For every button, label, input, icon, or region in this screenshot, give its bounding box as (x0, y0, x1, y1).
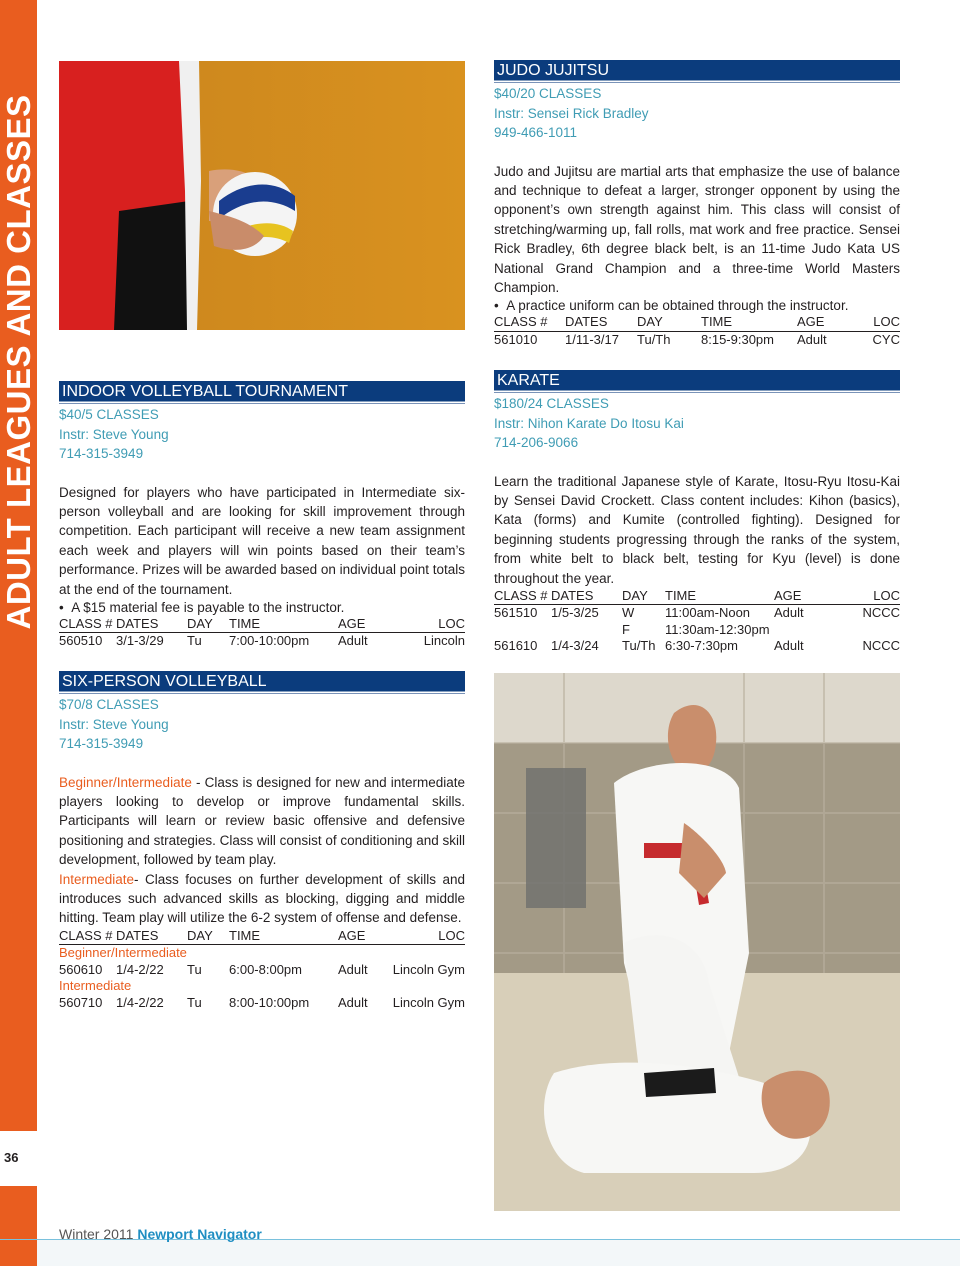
group-row (59, 978, 465, 995)
table-row (59, 633, 465, 650)
tournament-instructor: Instr: Steve Young (59, 426, 169, 442)
footer-publication: Newport Navigator (137, 1226, 262, 1242)
cell-day: Tu/Th (622, 638, 656, 654)
cell-age: Adult (774, 605, 804, 621)
col-day: DAY (622, 588, 665, 605)
col-class: CLASS # (59, 928, 116, 945)
group-label-beginner: Beginner/Intermediate (59, 945, 187, 961)
tournament-bullet-text: A $15 material fee is payable to the instructor. (71, 599, 345, 615)
cell-class: 561510 (494, 605, 538, 621)
six-person-phone: 714-315-3949 (59, 736, 144, 751)
col-time: TIME (229, 928, 338, 945)
cell-loc: Lincoln Gym (392, 994, 465, 1010)
karate-schedule (494, 588, 900, 655)
six-person-schedule (59, 928, 465, 1012)
footer-issue: Winter 2011 (59, 1226, 134, 1242)
karate-description: Learn the traditional Japanese style of Karate, Itosu-Ryu Itosu-Kai by Sensei David Crockett. Class content includes: Kihon (basics), Kata (forms) and Kumite (controlled fighting). Designed for beginning students progressing through the ranks of the system, from white belt to black belt, testing for Kyu (level) is done throughout the year. (494, 473, 900, 586)
col-dates: DATES (551, 588, 622, 605)
karate-price: $180/24 CLASSES (494, 396, 609, 411)
col-age: AGE (338, 616, 408, 633)
table-row (59, 962, 465, 979)
tournament-schedule (59, 616, 465, 650)
footer (59, 1226, 262, 1242)
col-age: AGE (774, 588, 854, 605)
cell-time: 8:15-9:30pm (701, 331, 774, 347)
cell-loc: CYC (872, 331, 900, 347)
cell-class: 560510 (59, 633, 103, 649)
cell-day: F (622, 621, 630, 637)
cell-loc: Lincoln (423, 633, 465, 649)
cell-class: 560710 (59, 994, 103, 1010)
schedule-header (59, 616, 465, 633)
col-dates: DATES (565, 314, 637, 331)
col-loc: LOC (854, 588, 900, 605)
cell-loc (854, 622, 900, 639)
level-label-beginner: Beginner/Intermediate (59, 774, 192, 790)
cell-age: Adult (774, 638, 804, 654)
cell-class: 561010 (494, 331, 538, 347)
tournament-price: $40/5 CLASSES (59, 407, 159, 422)
col-class: CLASS # (59, 616, 116, 633)
cell-time: 11:30am-12:30pm (665, 621, 770, 637)
cell-dates (551, 622, 622, 639)
group-label-intermediate: Intermediate (59, 978, 132, 994)
cell-dates: 1/4-3/24 (551, 638, 599, 654)
col-class: CLASS # (494, 314, 565, 331)
level-label-intermediate: Intermediate (59, 871, 135, 887)
judo-header: JUDO JUJITSU (494, 60, 900, 83)
cell-dates: 1/4-2/22 (116, 961, 164, 977)
col-time: TIME (229, 616, 338, 633)
schedule-header (494, 314, 900, 331)
tournament-header: INDOOR VOLLEYBALL TOURNAMENT (59, 381, 465, 404)
karate-instructor: Instr: Nihon Karate Do Itosu Kai (494, 415, 684, 431)
cell-loc: Lincoln Gym (392, 961, 465, 977)
col-class: CLASS # (494, 588, 551, 605)
cell-time: 6:00-8:00pm (229, 961, 302, 977)
karate-header: KARATE (494, 370, 900, 393)
cell-class: 561610 (494, 638, 538, 654)
cell-time: 8:00-10:00pm (229, 994, 310, 1010)
six-person-instructor: Instr: Steve Young (59, 716, 169, 732)
cell-class: 560610 (59, 961, 103, 977)
judo-price: $40/20 CLASSES (494, 86, 602, 101)
judo-schedule (494, 314, 900, 348)
tournament-phone: 714-315-3949 (59, 446, 144, 461)
tournament-description: Designed for players who have participated in Intermediate six-person volleyball and are looking for skill improvement through competition. Each participant will receive a new team assignment each week and players will win points based on their team’s performance. Prizes will be awarded based on individual point totals at the end of the tournament. (59, 484, 465, 597)
level-text-intermediate: - Class focuses on further development of skills and introduces such advanced skills as blocking, digging and middle hitting. Team play will utilize the 6-2 system of offense and defense. (59, 871, 465, 926)
group-row (59, 945, 465, 962)
table-row (494, 331, 900, 348)
six-person-price: $70/8 CLASSES (59, 697, 159, 712)
cell-age: Adult (338, 633, 368, 649)
judo-instructor: Instr: Sensei Rick Bradley (494, 105, 649, 121)
col-day: DAY (187, 616, 229, 633)
cell-dates: 1/11-3/17 (565, 331, 619, 347)
col-time: TIME (665, 588, 774, 605)
table-row (494, 622, 900, 639)
level-text-beginner: - Class is designed for new and intermediate players looking to develop or improve fundamental skills. Participants will learn or review basic offensive and defensive positioning and strategies. Class will consist of conditioning and skill development, followed by team play. (59, 774, 465, 868)
cell-day: Tu/Th (637, 331, 671, 347)
tournament-section (59, 381, 465, 650)
cell-dates: 1/5-3/25 (551, 605, 599, 621)
judo-bullet: • A practice uniform can be obtained through the instructor. (494, 298, 849, 314)
cell-time: 6:30-7:30pm (665, 638, 738, 654)
table-row (494, 605, 900, 622)
col-dates: DATES (116, 616, 187, 633)
cell-loc: NCCC (862, 605, 900, 621)
cell-day: Tu (187, 994, 202, 1010)
six-person-section (59, 671, 465, 1011)
col-loc: LOC (862, 314, 900, 331)
cell-loc: NCCC (862, 638, 900, 654)
cell-age (774, 622, 854, 639)
col-day: DAY (187, 928, 229, 945)
schedule-header (59, 928, 465, 945)
cell-dates: 1/4-2/22 (116, 994, 164, 1010)
cell-time: 7:00-10:00pm (229, 633, 310, 649)
page-number: 36 (4, 1150, 19, 1165)
col-dates: DATES (116, 928, 187, 945)
cell-age: Adult (338, 961, 368, 977)
footer-band (37, 1240, 960, 1266)
table-row (59, 995, 465, 1012)
col-age: AGE (338, 928, 384, 945)
volleyball-photo (59, 61, 465, 330)
cell-day: Tu (187, 961, 202, 977)
col-time: TIME (701, 314, 797, 331)
karate-phone: 714-206-9066 (494, 435, 579, 450)
table-row (494, 638, 900, 655)
six-person-description (59, 773, 465, 928)
judo-description: Judo and Jujitsu are martial arts that emphasize the use of balance and technique to defeat a larger, stronger opponent by using the opponent’s own strength against him. This class will consist of stretching/warming up, fall rolls, mat work and free practice. Sensei Rick Bradley, 6th degree black belt, is an 11-time Judo Kata US National Grand Champion and a three-time World Masters Champion. (494, 163, 900, 295)
cell-day: W (622, 605, 635, 621)
cell-time: 11:00am-Noon (665, 605, 751, 621)
col-loc: LOC (384, 928, 465, 945)
judo-photo (494, 673, 900, 1211)
judo-phone: 949-466-1011 (494, 125, 578, 140)
cell-class (494, 622, 551, 639)
cell-age: Adult (338, 994, 368, 1010)
judo-bullet-text: A practice uniform can be obtained through the instructor. (506, 298, 849, 314)
cell-age: Adult (797, 331, 827, 347)
karate-section (494, 370, 900, 655)
judo-section (494, 60, 900, 348)
tournament-bullet: • A $15 material fee is payable to the instructor. (59, 599, 345, 615)
cell-day: Tu (187, 633, 202, 649)
col-day: DAY (637, 314, 701, 331)
cell-dates: 3/1-3/29 (116, 633, 164, 649)
section-title-vertical: ADULT LEAGUES AND CLASSES (0, 94, 37, 630)
col-loc: LOC (408, 616, 465, 633)
six-person-header: SIX-PERSON VOLLEYBALL (59, 671, 465, 694)
schedule-header (494, 588, 900, 605)
col-age: AGE (797, 314, 862, 331)
